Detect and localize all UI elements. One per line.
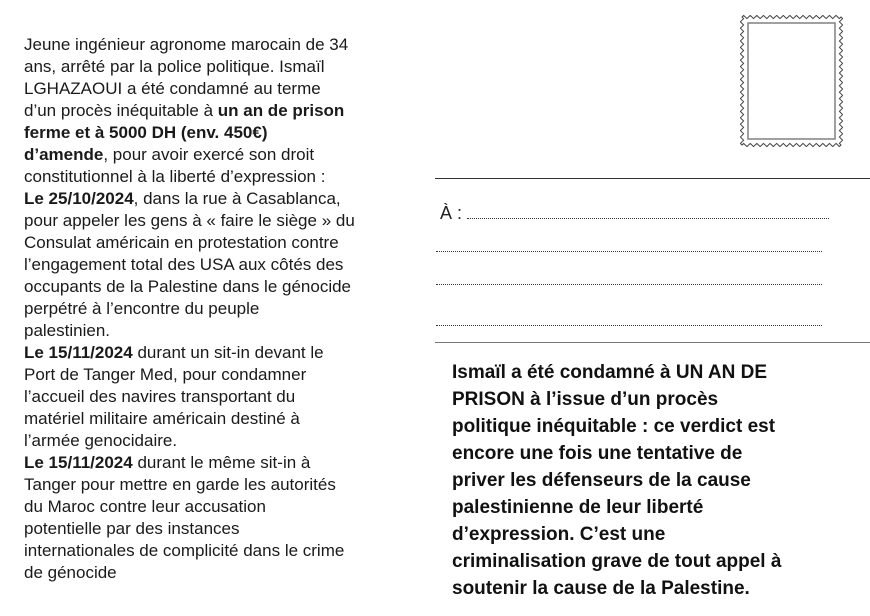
dotted-line xyxy=(436,324,822,326)
text-line xyxy=(24,496,424,518)
text-segment: l’accueil des navires transportant du xyxy=(24,387,296,406)
text-line xyxy=(24,474,424,496)
text-segment: ans, arrêté par la police politique. Ismaïl xyxy=(24,57,325,76)
text-line xyxy=(24,276,424,298)
text-segment: perpétré à l’encontre du peuple xyxy=(24,299,260,318)
text-line xyxy=(24,122,424,144)
text-segment: constitutionnel à la liberté d’expression : xyxy=(24,167,326,186)
text-line xyxy=(24,320,424,342)
address-line-1[interactable] xyxy=(440,203,829,224)
text-line xyxy=(24,430,424,452)
text-line xyxy=(24,408,424,430)
text-segment: internationales de complicité dans le crime xyxy=(24,541,345,560)
text-segment: , dans la rue à Casablanca, xyxy=(133,189,341,208)
dotted-line xyxy=(436,250,822,252)
text-segment: Jeune ingénieur agronome marocain de 34 xyxy=(24,35,349,54)
text-line xyxy=(24,56,424,78)
text-line xyxy=(24,386,424,408)
text-line xyxy=(24,254,424,276)
statement-line: soutenir la cause de la Palestine. xyxy=(452,578,750,599)
text-segment: Port de Tanger Med, pour condamner xyxy=(24,365,307,384)
dotted-line xyxy=(467,217,829,219)
text-line xyxy=(24,34,424,56)
text-line xyxy=(24,166,424,188)
statement-line: PRISON à l’issue d’un procès xyxy=(452,389,719,410)
text-segment: pour appeler les gens à « faire le siège » du xyxy=(24,211,355,230)
text-line xyxy=(24,100,424,122)
bold-text: ferme et à 5000 DH (env. 450€) xyxy=(24,123,268,142)
text-line xyxy=(24,144,424,166)
text-segment: occupants de la Palestine dans le génocide xyxy=(24,277,352,296)
text-segment: d’un procès inéquitable à xyxy=(24,101,218,120)
address-label: À : xyxy=(440,203,463,223)
text-line xyxy=(24,210,424,232)
address-line-2[interactable] xyxy=(436,236,822,257)
bold-text: un an de prison xyxy=(217,101,345,120)
text-segment: potentielle par des instances xyxy=(24,519,240,538)
address-line-4[interactable] xyxy=(436,310,822,331)
text-line xyxy=(24,452,424,474)
divider-top xyxy=(435,178,870,179)
bold-text: Le 15/11/2024 xyxy=(24,453,133,472)
divider-bottom xyxy=(435,342,870,343)
text-segment: LGHAZAOUI a été condamné au terme xyxy=(24,79,321,98)
bold-text: Le 15/11/2024 xyxy=(24,343,133,362)
text-segment: l’engagement total des USA aux côtés des xyxy=(24,255,344,274)
prisoner-description xyxy=(24,34,424,584)
text-line xyxy=(24,342,424,364)
dotted-line xyxy=(436,283,822,285)
text-line xyxy=(24,562,424,584)
text-segment: de génocide xyxy=(24,563,117,582)
text-line xyxy=(24,188,424,210)
statement-line: Ismaïl a été condamné à UN AN DE xyxy=(452,362,768,383)
statement-line: d’expression. C’est une xyxy=(452,524,666,545)
statement-line: criminalisation grave de tout appel à xyxy=(452,551,782,572)
statement-line: priver les défenseurs de la cause xyxy=(452,470,751,491)
text-segment: , pour avoir exercé son droit xyxy=(103,145,315,164)
text-segment: palestinien. xyxy=(24,321,111,340)
address-line-3[interactable] xyxy=(436,269,822,290)
text-line xyxy=(24,364,424,386)
statement-line: encore une fois une tentative de xyxy=(452,443,743,464)
text-segment: durant le même sit-in à xyxy=(132,453,311,472)
text-line xyxy=(24,232,424,254)
text-segment: du Maroc contre leur accusation xyxy=(24,497,266,516)
text-segment: Consulat américain en protestation contre xyxy=(24,233,339,252)
verdict-statement xyxy=(452,359,862,602)
text-segment: Tanger pour mettre en garde les autorités xyxy=(24,475,336,494)
text-segment: durant un sit-in devant le xyxy=(132,343,324,362)
text-line xyxy=(24,78,424,100)
text-segment: l’armée genocidaire. xyxy=(24,431,178,450)
text-line xyxy=(24,518,424,540)
stamp-placeholder-icon xyxy=(740,15,843,147)
text-line xyxy=(24,298,424,320)
text-line xyxy=(24,540,424,562)
bold-text: Le 25/10/2024 xyxy=(24,189,134,208)
statement-line: palestinienne de leur liberté xyxy=(452,497,704,518)
bold-text: d’amende xyxy=(24,145,104,164)
text-segment: matériel militaire américain destiné à xyxy=(24,409,300,428)
statement-line: politique inéquitable : ce verdict est xyxy=(452,416,776,437)
